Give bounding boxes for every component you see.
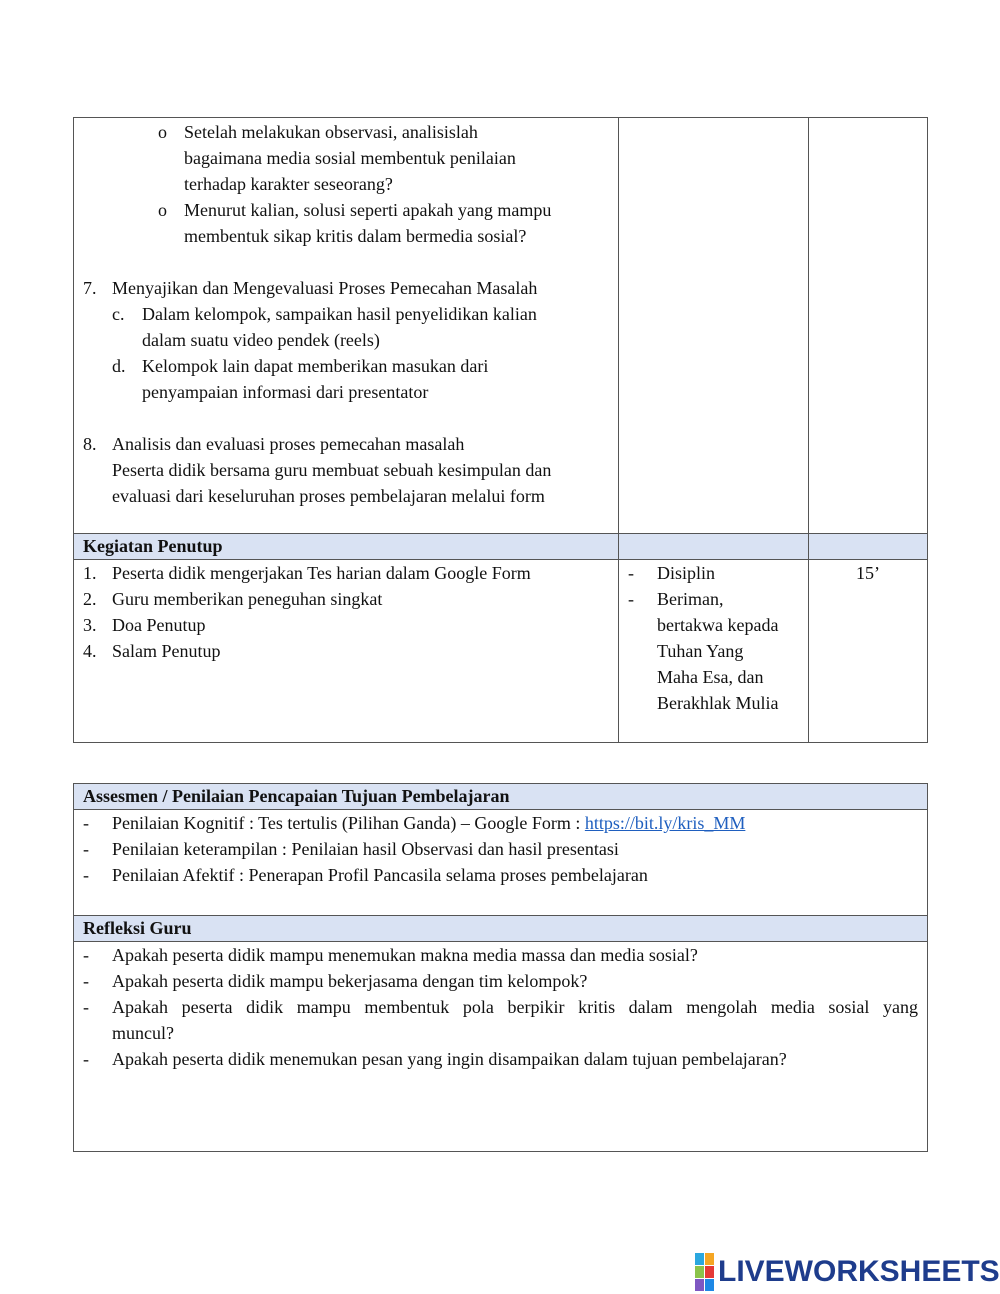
closing-item	[74, 586, 618, 612]
closing-item-number: 1.	[83, 563, 97, 583]
closing-item-text: Doa Penutup	[112, 615, 206, 635]
profile-item-text: Disiplin	[657, 563, 716, 583]
step-7	[74, 275, 618, 405]
assessment-text: Penilaian Afektif : Penerapan Profil Pancasila selama proses pembelajaran	[112, 865, 648, 885]
logo-block	[705, 1253, 714, 1265]
sub-line: Kelompok lain dapat memberikan masukan dari	[142, 356, 489, 376]
assessment-text: Penilaian Kognitif : Tes tertulis (Pilihan Ganda) – Google Form :	[112, 813, 585, 833]
step-line: evaluasi dari keseluruhan proses pembelajaran melalui form	[112, 486, 545, 506]
logo-block	[695, 1266, 704, 1278]
reflection-text: Apakah peserta didik mampu bekerjasama dengan tim kelompok?	[112, 971, 588, 991]
logo-block	[695, 1279, 704, 1291]
bullet-marker: o	[158, 122, 167, 142]
assessment-item	[74, 810, 927, 836]
assessment-header-row	[74, 784, 928, 810]
logo-block	[695, 1253, 704, 1265]
step-title: Analisis dan evaluasi proses pemecahan masalah	[112, 434, 465, 454]
closing-item	[74, 638, 618, 664]
lesson-activity-table	[73, 117, 928, 743]
step-number: 8.	[83, 434, 97, 454]
activity-row	[74, 118, 928, 534]
sub-item-d	[112, 353, 537, 405]
closing-item	[74, 560, 618, 586]
reflection-text: Apakah peserta didik mampu menemukan makna media massa dan media sosial?	[112, 945, 698, 965]
closing-item-number: 2.	[83, 589, 97, 609]
profile-line: Tuhan Yang	[657, 641, 744, 661]
profile-cell-empty	[619, 118, 809, 534]
reflection-cell	[74, 942, 928, 1152]
reflection-item	[74, 942, 927, 968]
bullet-marker: o	[158, 200, 167, 220]
time-cell	[809, 560, 928, 743]
assessment-table	[73, 783, 928, 1152]
dash-marker: -	[83, 945, 89, 965]
sub-line: penyampaian informasi dari presentator	[142, 382, 429, 402]
closing-item	[74, 612, 618, 638]
liveworksheets-logo	[695, 1253, 1000, 1291]
profile-line: Berakhlak Mulia	[657, 693, 779, 713]
step-line: Peserta didik bersama guru membuat sebuah kesimpulan dan	[112, 460, 552, 480]
dash-marker: -	[83, 865, 89, 885]
dash-marker: -	[628, 563, 634, 583]
assessment-header: Assesmen / Penilaian Pencapaian Tujuan Pembelajaran	[83, 786, 510, 806]
reflection-text: muncul?	[112, 1023, 174, 1043]
closing-header-row	[74, 534, 928, 560]
activity-cell	[74, 118, 619, 534]
dash-marker: -	[628, 589, 634, 609]
reflection-header-row	[74, 916, 928, 942]
closing-item-text: Salam Penutup	[112, 641, 221, 661]
reflection-item	[74, 1046, 927, 1072]
profile-item	[619, 586, 808, 716]
google-form-link[interactable]: https://bit.ly/kris_MM	[584, 813, 746, 833]
bullet-line: terhadap karakter seseorang?	[184, 174, 393, 194]
bullet-line: bagaimana media sosial membentuk penilaian	[184, 148, 516, 168]
sub-line: Dalam kelompok, sampaikan hasil penyelidikan kalian	[142, 304, 537, 324]
step-8	[74, 431, 618, 509]
dash-marker: -	[83, 971, 89, 991]
dash-marker: -	[83, 813, 89, 833]
dash-marker: -	[83, 839, 89, 859]
profile-cell	[619, 560, 809, 743]
sub-marker: c.	[112, 304, 125, 324]
dash-marker: -	[83, 1049, 89, 1069]
bullet-line: membentuk sikap kritis dalam bermedia sosial?	[184, 226, 527, 246]
step-number: 7.	[83, 278, 97, 298]
assessment-row	[74, 810, 928, 916]
time-value: 15’	[856, 563, 880, 583]
profile-line: Maha Esa, dan	[657, 667, 764, 687]
profile-line: Beriman,	[657, 589, 724, 609]
logo-block	[705, 1266, 714, 1278]
bullet-line: Setelah melakukan observasi, analisislah	[184, 122, 478, 142]
reflection-text: Apakah peserta didik mampu membentuk pola berpikir kritis dalam mengolah media sosial yang	[112, 997, 918, 1017]
sub-line: dalam suatu video pendek (reels)	[142, 330, 380, 350]
assessment-item	[74, 836, 927, 862]
reflection-text: Apakah peserta didik menemukan pesan yang ingin disampaikan dalam tujuan pembelajaran?	[112, 1049, 787, 1069]
closing-item-number: 4.	[83, 641, 97, 661]
logo-block	[705, 1279, 714, 1291]
closing-item-text: Guru memberikan peneguhan singkat	[112, 589, 383, 609]
bullet-line: Menurut kalian, solusi seperti apakah yang mampu	[184, 200, 552, 220]
sub-item-c	[112, 301, 537, 353]
reflection-header: Refleksi Guru	[83, 918, 192, 938]
sub-marker: d.	[112, 356, 126, 376]
assessment-item	[74, 862, 927, 888]
step-title: Menyajikan dan Mengevaluasi Proses Pemecahan Masalah	[112, 278, 538, 298]
bullet-item	[74, 119, 618, 197]
closing-row	[74, 560, 928, 743]
closing-item-text: Peserta didik mengerjakan Tes harian dalam Google Form	[112, 563, 531, 583]
assessment-cell	[74, 810, 928, 916]
reflection-row	[74, 942, 928, 1152]
reflection-item	[74, 968, 927, 994]
bullet-item	[74, 197, 618, 249]
closing-item-number: 3.	[83, 615, 97, 635]
profile-item	[619, 560, 808, 586]
closing-header: Kegiatan Penutup	[83, 536, 223, 556]
time-cell-empty	[809, 118, 928, 534]
logo-text: LIVEWORKSHEETS	[718, 1255, 1000, 1288]
assessment-text: Penilaian keterampilan : Penilaian hasil Observasi dan hasil presentasi	[112, 839, 619, 859]
logo-icon	[695, 1253, 714, 1291]
profile-line: bertakwa kepada	[657, 615, 779, 635]
dash-marker: -	[83, 997, 89, 1017]
closing-items-cell	[74, 560, 619, 743]
reflection-item	[74, 994, 927, 1046]
